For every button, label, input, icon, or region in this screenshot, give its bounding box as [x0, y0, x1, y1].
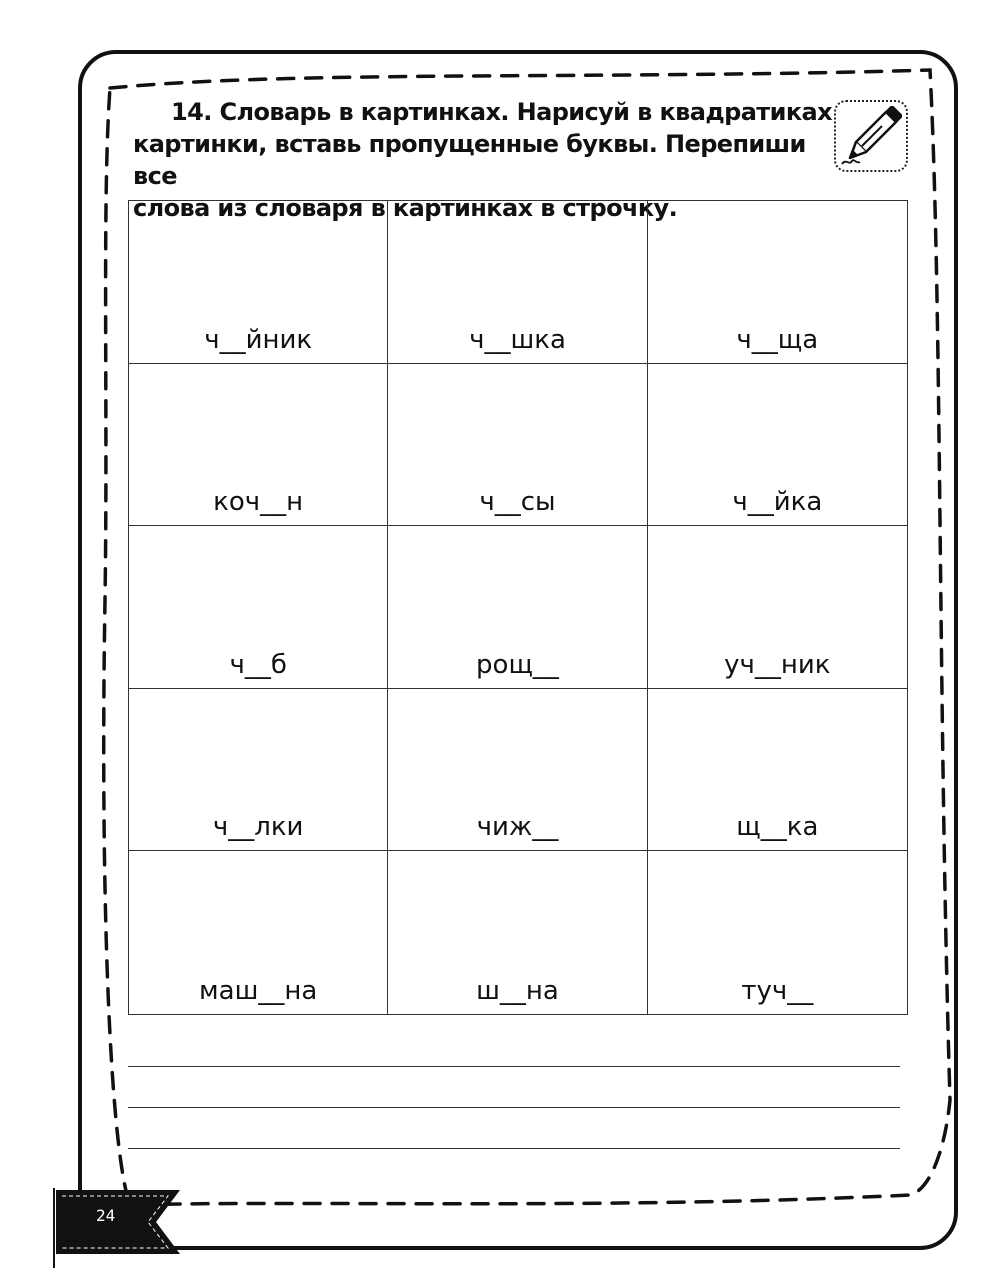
drawing-cell[interactable] — [129, 201, 388, 364]
drawing-cell[interactable] — [648, 526, 907, 689]
page-flag — [48, 1188, 188, 1268]
word-label: ч__лки — [212, 812, 304, 843]
drawing-cell[interactable] — [129, 526, 388, 689]
drawing-cell[interactable] — [388, 201, 647, 364]
page-number: 24 — [96, 1206, 116, 1225]
word-label: щ__ка — [736, 812, 819, 843]
drawing-cell[interactable] — [129, 689, 388, 852]
task-line1: Нарисуй в квадратиках — [516, 98, 832, 126]
picture-dictionary-grid — [128, 200, 908, 1015]
pen-icon-box — [834, 100, 908, 172]
word-label: ч__б — [229, 649, 287, 680]
pen-writing-icon — [840, 106, 902, 168]
word-label: уч__ник — [724, 649, 831, 680]
drawing-cell[interactable] — [388, 526, 647, 689]
word-label: ч__ща — [736, 324, 819, 355]
drawing-cell[interactable] — [388, 364, 647, 527]
drawing-cell[interactable] — [388, 851, 647, 1014]
drawing-cell[interactable] — [388, 689, 647, 852]
drawing-cell[interactable] — [648, 851, 907, 1014]
writing-line[interactable] — [128, 1148, 900, 1149]
drawing-cell[interactable] — [648, 364, 907, 527]
task-line2: картинки, вставь пропущенные буквы. Перепиши все — [133, 130, 806, 190]
task-line3: слова из словаря в картинках в строчку. — [133, 194, 678, 222]
word-label: туч__ — [741, 976, 814, 1006]
writing-lines[interactable] — [128, 1066, 900, 1189]
word-label: рощ__ — [476, 649, 559, 680]
word-label: ш__на — [476, 976, 559, 1006]
drawing-cell[interactable] — [648, 689, 907, 852]
word-label: коч__н — [213, 487, 304, 518]
word-label: ч__сы — [479, 487, 556, 518]
word-label: ч__йка — [732, 487, 823, 518]
drawing-cell[interactable] — [129, 851, 388, 1014]
writing-line[interactable] — [128, 1066, 900, 1067]
word-label: чиж__ — [476, 812, 559, 843]
drawing-cell[interactable] — [648, 201, 907, 364]
word-label: ч__шка — [469, 324, 566, 355]
writing-line[interactable] — [128, 1107, 900, 1108]
word-label: ч__йник — [204, 324, 313, 355]
task-number-title: 14. Словарь в картинках. — [171, 98, 509, 126]
drawing-cell[interactable] — [129, 364, 388, 527]
word-label: маш__на — [199, 976, 318, 1006]
